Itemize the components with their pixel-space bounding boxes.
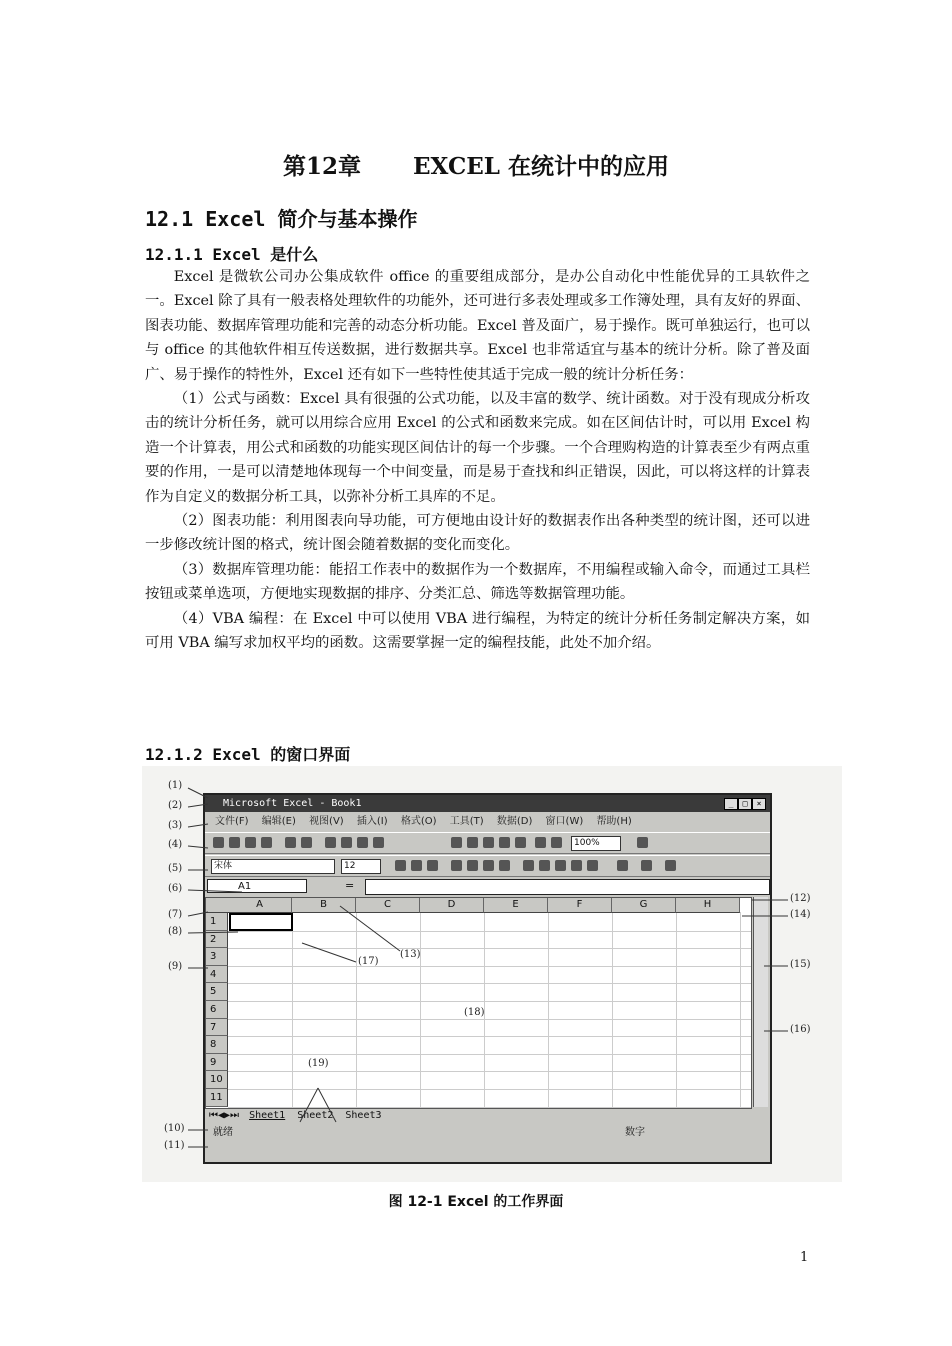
status-mode: 数字 [625, 1127, 645, 1138]
callout-10: (10) [164, 1123, 185, 1134]
row-header[interactable]: 4 [206, 966, 228, 984]
callout-4: (4) [168, 839, 183, 850]
callout-16: (16) [790, 1024, 811, 1035]
body-text [145, 265, 810, 656]
paragraph: Excel 是微软公司办公集成软件 office 的重要组成部分，是办公自动化中性能优异的工具软件之一。Excel 除了具有一般表格处理软件的功能外，还可进行多表处理或多工作簿处理，具有友好的界面、图表功能、数据库管理功能和完善的动态分析功能。Excel 普及面广，易于操作。既可单独运行，也可以与 office 的其他软件相互传送数据，进行数据共享。Excel 也非常适宜与基本的统计分析。除了普及面广、易于操作的特性外，Excel 还有如下一些特性使其适于完成一般的统计分析任务： [145, 269, 810, 383]
menu-data[interactable]: 数据(D) [496, 816, 533, 827]
callout-lines [142, 766, 842, 1182]
column-header[interactable]: C [356, 898, 420, 913]
row-header[interactable]: 7 [206, 1019, 228, 1037]
window-title: Microsoft Excel - Book1 [223, 798, 362, 809]
paragraph: （1）公式与函数：Excel 具有很强的公式功能，以及丰富的数学、统计函数。对于没有现成分析攻击的统计分析任务，就可以用综合应用 Excel 的公式和函数来完成。如在区间估计时，可以用 Excel 构造一个计算表，用公式和函数的功能实现区间估计的每一个步骤。一个合理购构造的计算表至少有两点重要的作用，一是可以清楚地体现每一个中间变量，而是易于查找和纠正错误，因此，可以将这样的计算表作为自定义的数据分析工具，以弥补分析工具库的不足。 [145, 391, 810, 505]
callout-17: (17) [358, 956, 379, 967]
name-box[interactable]: A1 [207, 879, 307, 893]
column-header[interactable]: F [548, 898, 612, 913]
menu-insert[interactable]: 插入(I) [356, 816, 388, 827]
menu-edit[interactable]: 编辑(E) [261, 816, 296, 827]
subsection-heading-1: 12.1.1 Excel 是什么 [145, 245, 319, 264]
column-header[interactable]: H [676, 898, 740, 913]
column-header[interactable]: E [484, 898, 548, 913]
row-header[interactable]: 2 [206, 931, 228, 949]
row-header[interactable]: 5 [206, 983, 228, 1001]
paragraph: （4）VBA 编程：在 Excel 中可以使用 VBA 进行编程，为特定的统计分析任务制定解决方案，如可用 VBA 编写求加权平均的函数。这需要掌握一定的编程技能，此处不加介绍。 [145, 610, 810, 652]
callout-14: (14) [790, 909, 811, 920]
menu-help[interactable]: 帮助(H) [596, 816, 632, 827]
row-header[interactable]: 1 [206, 913, 228, 931]
tab-sheet2[interactable]: Sheet2 [297, 1110, 334, 1121]
subsection-heading-2: 12.1.2 Excel 的窗口界面 [145, 745, 351, 764]
callout-1: (1) [168, 780, 183, 791]
callout-19: (19) [308, 1058, 329, 1069]
menu-window[interactable]: 窗口(W) [545, 816, 584, 827]
column-header[interactable]: G [612, 898, 676, 913]
callout-3: (3) [168, 820, 183, 831]
callout-15: (15) [790, 959, 811, 970]
callout-11: (11) [164, 1140, 185, 1151]
equals-sign[interactable]: = [345, 879, 355, 892]
font-name-box[interactable]: 宋体 [211, 859, 335, 874]
row-header[interactable]: 6 [206, 1001, 228, 1019]
row-header[interactable]: 9 [206, 1054, 228, 1072]
callout-18: (18) [464, 1007, 485, 1018]
row-header[interactable]: 8 [206, 1036, 228, 1054]
chapter-title [0, 148, 952, 181]
tab-sheet1[interactable]: Sheet1 [249, 1110, 286, 1121]
close-icon[interactable]: × [752, 798, 766, 810]
excel-window-figure [142, 766, 842, 1182]
menu-tools[interactable]: 工具(T) [449, 816, 484, 827]
callout-13: (13) [400, 949, 421, 960]
callout-8: (8) [168, 926, 183, 937]
zoom-box[interactable]: 100% [571, 836, 621, 851]
callout-12: (12) [790, 893, 811, 904]
paragraph: （2）图表功能：利用图表向导功能，可方便地由设计好的数据表作出各种类型的统计图，还可以进一步修改统计图的格式，统计图会随着数据的变化而变化。 [145, 513, 810, 554]
row-header[interactable]: 11 [206, 1089, 228, 1107]
tab-sheet3[interactable]: Sheet3 [345, 1110, 382, 1121]
column-header[interactable]: A [228, 898, 292, 913]
section-heading: 12.1 Excel 简介与基本操作 [145, 207, 418, 231]
column-header[interactable]: B [292, 898, 356, 913]
column-header[interactable]: D [420, 898, 484, 913]
maximize-icon[interactable]: □ [738, 798, 752, 810]
row-header[interactable]: 10 [206, 1071, 228, 1089]
menu-format[interactable]: 格式(O) [400, 816, 437, 827]
page-number: 1 [800, 1250, 809, 1265]
tab-nav-icon[interactable]: ⏮◀▶⏭ [209, 1110, 240, 1121]
callout-7: (7) [168, 909, 183, 920]
callout-2: (2) [168, 800, 183, 811]
font-size-box[interactable]: 12 [341, 859, 381, 874]
minimize-icon[interactable]: _ [724, 798, 738, 810]
callout-5: (5) [168, 863, 183, 874]
chapter-name: EXCEL 在统计中的应用 [413, 153, 669, 180]
callout-9: (9) [168, 961, 183, 972]
status-text: 就绪 [213, 1127, 233, 1138]
paragraph: （3）数据库管理功能：能招工作表中的数据作为一个数据库，不用编程或输入命令，而通过工具栏按钮或菜单选项，方便地实现数据的排序、分类汇总、筛选等数据管理功能。 [145, 561, 810, 603]
menu-view[interactable]: 视图(V) [309, 816, 344, 827]
menu-file[interactable]: 文件(F) [215, 816, 249, 827]
row-header[interactable]: 3 [206, 948, 228, 966]
chapter-number: 第12章 [282, 153, 361, 180]
callout-6: (6) [168, 883, 183, 894]
figure-caption: 图 12-1 Excel 的工作界面 [388, 1194, 564, 1210]
